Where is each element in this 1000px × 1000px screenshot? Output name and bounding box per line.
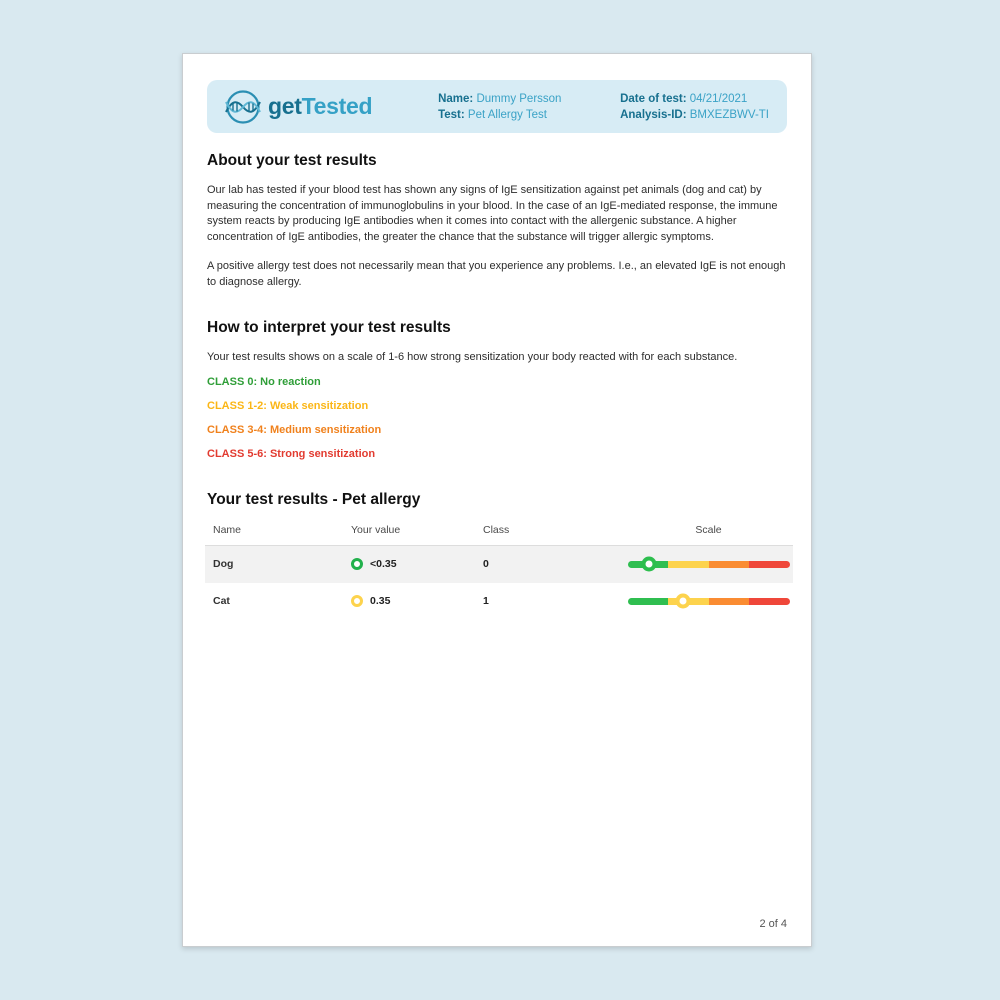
row-class: 0 — [483, 558, 489, 571]
value-indicator-icon — [351, 595, 363, 607]
scale-segment — [709, 561, 750, 568]
header-info — [438, 91, 769, 123]
report-header — [207, 80, 787, 133]
page-number: 2 of 4 — [759, 918, 787, 930]
value-text: <0.35 — [370, 558, 397, 571]
class-legend-5-6: CLASS 5-6: Strong sensitization — [207, 447, 376, 460]
test-name-line: Test: Pet Allergy Test — [438, 108, 547, 121]
scale-knob — [676, 594, 691, 609]
about-paragraph-2: A positive allergy test does not necessarily mean that you experience any problems. I.e., an elevated IgE is not enough to diagnose allergy. — [207, 259, 786, 288]
scale-segment — [709, 598, 750, 605]
interpret-section-title: How to interpret your test results — [207, 319, 451, 337]
results-section-title: Your test results - Pet allergy — [207, 490, 421, 508]
scale-segment — [749, 598, 790, 605]
test-date-line: Date of test: 04/21/2021 — [620, 92, 748, 105]
dna-circle-icon — [223, 87, 263, 127]
column-header-scale: Scale — [695, 523, 722, 536]
gettested-logo — [223, 87, 372, 127]
patient-info-column — [438, 91, 586, 123]
row-value — [351, 595, 483, 607]
scale-segment — [668, 561, 709, 568]
column-header-name: Name — [213, 523, 242, 536]
about-paragraph-1: Our lab has tested if your blood test has shown any signs of IgE sensitization against pet animals (dog and cat) by measuring the concentration of immunoglobulins in your blood. In the case of an IgE-mediated response, the immune system reacts by producing IgE antibodies when it comes into contact with the allergenic substance. A higher concentration of IgE antibodies, the greater the chance that the substance will trigger allergic symptoms. — [207, 184, 778, 244]
scale-slider — [628, 561, 790, 568]
scale-segment — [749, 561, 790, 568]
row-scale — [624, 598, 793, 605]
scale-knob — [641, 557, 656, 572]
table-row — [205, 583, 793, 620]
about-section-title: About your test results — [207, 152, 377, 169]
report-page — [182, 53, 812, 947]
row-scale — [624, 561, 793, 568]
column-header-your-value: Your value — [351, 523, 401, 536]
class-legend-0: CLASS 0: No reaction — [207, 375, 321, 388]
scale-slider — [628, 598, 790, 605]
value-text: 0.35 — [370, 595, 391, 608]
column-header-class: Class — [483, 523, 510, 536]
table-row — [205, 546, 793, 583]
patient-name-line: Name: Dummy Persson — [438, 92, 562, 105]
scale-track — [628, 598, 790, 605]
row-value — [351, 558, 483, 570]
results-table-header — [205, 524, 793, 546]
results-table — [205, 524, 793, 620]
logo-wordmark: getTested — [268, 93, 373, 119]
row-name: Cat — [213, 595, 230, 608]
scale-segment — [628, 598, 669, 605]
test-meta-column — [620, 91, 769, 123]
value-indicator-icon — [351, 558, 363, 570]
interpret-intro: Your test results shows on a scale of 1-6 how strong sensitization your body reacted with for each substance. — [207, 351, 738, 364]
results-table-body — [205, 546, 793, 620]
class-legend-1-2: CLASS 1-2: Weak sensitization — [207, 399, 369, 412]
row-name: Dog — [213, 558, 234, 571]
row-class: 1 — [483, 595, 489, 608]
analysis-id-line: Analysis-ID: BMXEZBWV-TI — [620, 108, 769, 121]
class-legend-3-4: CLASS 3-4: Medium sensitization — [207, 423, 382, 436]
